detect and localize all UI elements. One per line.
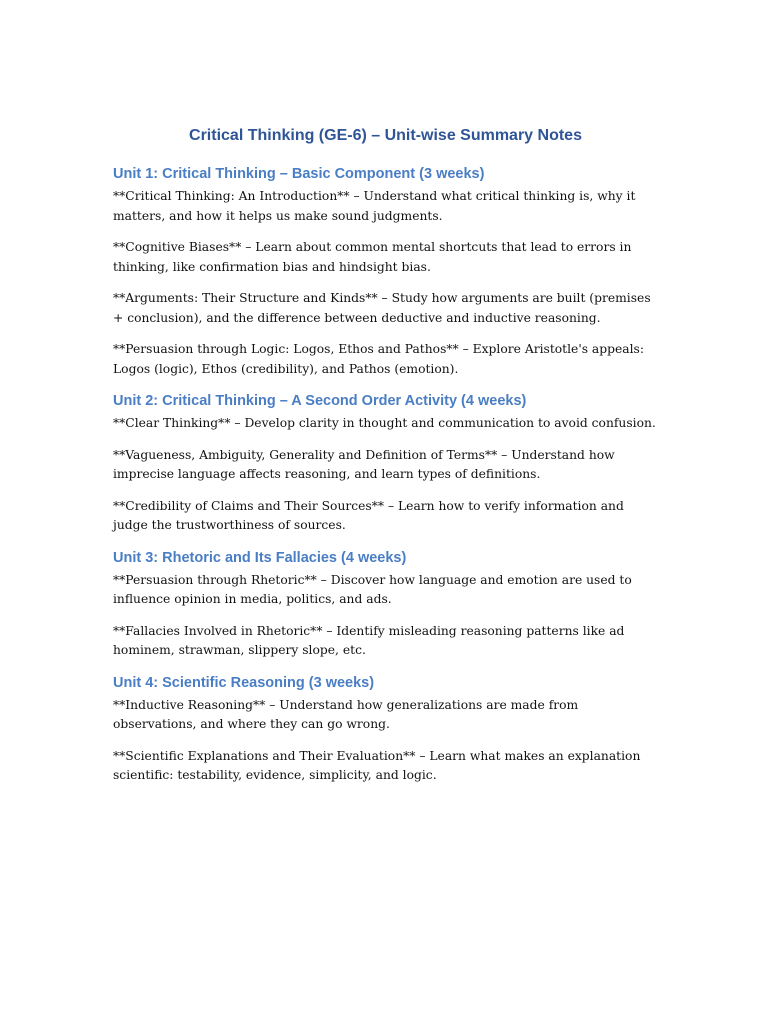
unit-1-section xyxy=(113,164,658,379)
paragraph: **Inductive Reasoning** – Understand how generalizations are made from observations, and where they can go wrong. xyxy=(113,697,579,731)
unit-3-section xyxy=(113,548,658,661)
paragraph: **Vagueness, Ambiguity, Generality and Definition of Terms** – Understand how imprecise language affects reasoning, and learn types of definitions. xyxy=(113,447,615,481)
paragraph: **Cognitive Biases** – Learn about common mental shortcuts that lead to errors in thinking, like confirmation bias and hindsight bias. xyxy=(113,240,632,274)
paragraph: **Critical Thinking: An Introduction** – Understand what critical thinking is, why it matters, and how it helps us make sound judgments. xyxy=(113,189,636,223)
unit-1-heading: Unit 1: Critical Thinking – Basic Component (3 weeks) xyxy=(113,166,485,182)
unit-4-section xyxy=(113,673,658,786)
paragraph: **Arguments: Their Structure and Kinds** – Study how arguments are built (premises + conclusion), and the difference between deductive and inductive reasoning. xyxy=(113,291,651,325)
unit-2-heading: Unit 2: Critical Thinking – A Second Order Activity (4 weeks) xyxy=(113,393,527,409)
paragraph: **Fallacies Involved in Rhetoric** – Identify misleading reasoning patterns like ad hominem, strawman, slippery slope, etc. xyxy=(113,623,625,657)
paragraph: **Credibility of Claims and Their Sources** – Learn how to verify information and judge the trustworthiness of sources. xyxy=(113,498,624,532)
unit-3-heading: Unit 3: Rhetoric and Its Fallacies (4 weeks) xyxy=(113,549,407,566)
paragraph: **Scientific Explanations and Their Evaluation** – Learn what makes an explanation scientific: testability, evidence, simplicity, and logic. xyxy=(113,748,641,782)
unit-2-section xyxy=(113,391,658,536)
page-title: Critical Thinking (GE-6) – Unit-wise Summary Notes xyxy=(189,127,582,144)
document-page xyxy=(113,125,658,798)
paragraph: **Clear Thinking** – Develop clarity in thought and communication to avoid confusion. xyxy=(113,416,656,430)
paragraph: **Persuasion through Rhetoric** – Discover how language and emotion are used to influence opinion in media, politics, and ads. xyxy=(113,572,632,606)
paragraph: **Persuasion through Logic: Logos, Ethos and Pathos** – Explore Aristotle's appeals: Logos (logic), Ethos (credibility), and Pathos (emotion). xyxy=(113,342,644,376)
unit-4-heading: Unit 4: Scientific Reasoning (3 weeks) xyxy=(113,674,375,691)
